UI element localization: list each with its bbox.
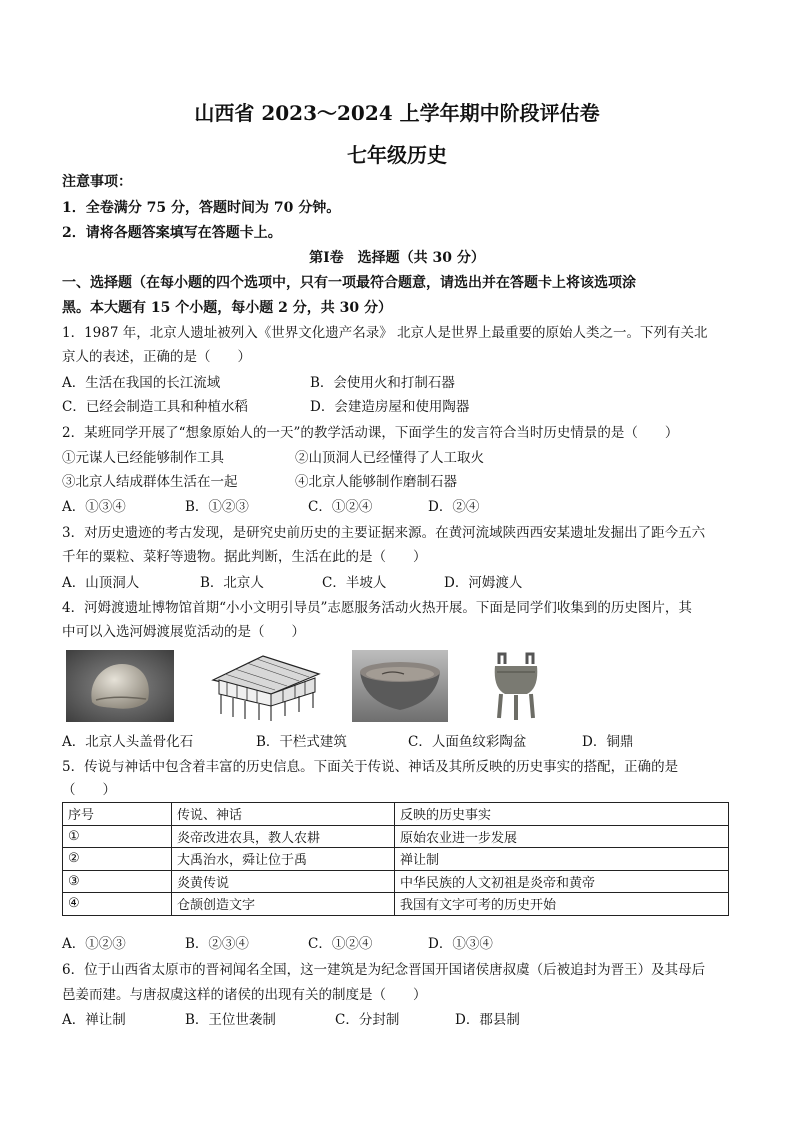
q6-stem: 6．位于山西省太原市的晋祠闻名全国，这一建筑是为纪念晋国开国诸侯唐叔虞（后被追封为晋王）及其母后 <box>62 962 706 978</box>
q6-stem: 邑姜而建。与唐叔虞这样的诸侯的出现有关的制度是（ ） <box>62 987 427 1003</box>
q5-option-d: D．①③④ <box>428 936 493 952</box>
q1-stem: 1．1987 年，北京人遗址被列入《世界文化遗产名录》 北京人是世界上最重要的原始人类之一。下列有关北 <box>62 325 708 341</box>
table-cell: ② <box>63 848 172 871</box>
q3-option-b: B．北京人 <box>200 575 264 591</box>
stilt-house-image <box>205 650 325 722</box>
q3-option-c: C．半坡人 <box>322 575 387 591</box>
section-instruction: 黑。本大题有 15 个小题，每小题 2 分，共 30 分） <box>62 300 392 316</box>
q3-option-a: A．山顶洞人 <box>62 575 140 591</box>
note-item: 1．全卷满分 75 分，答题时间为 70 分钟。 <box>62 200 341 216</box>
q5-option-a: A．①②③ <box>62 936 126 952</box>
q5-blank: （ ） <box>62 782 116 798</box>
table-cell: 炎帝改进农具，教人农耕 <box>172 825 395 848</box>
q5-table <box>62 802 729 916</box>
table-cell: 炎黄传说 <box>172 870 395 893</box>
q4-option-b: B．干栏式建筑 <box>256 734 347 750</box>
note-item: 2．请将各题答案填写在答题卡上。 <box>62 225 282 241</box>
notes-heading: 注意事项： <box>62 174 132 190</box>
section-title: 第Ⅰ卷 选择题（共 30 分） <box>309 250 485 266</box>
q3-stem: 千年的粟粒、菜籽等遗物。据此判断，生活在此的是（ ） <box>62 549 427 565</box>
q2-statement: ②山顶洞人已经懂得了人工取火 <box>295 450 484 466</box>
table-cell: 原始农业进一步发展 <box>395 825 729 848</box>
pottery-basin-image <box>352 650 448 722</box>
table-cell: 中华民族的人文初祖是炎帝和黄帝 <box>395 870 729 893</box>
table-cell: ① <box>63 825 172 848</box>
table-cell: 禅让制 <box>395 848 729 871</box>
section-instruction: 一、选择题（在每小题的四个选项中，只有一项最符合题意，请选出并在答题卡上将该选项涂 <box>62 275 636 291</box>
table-row <box>63 848 729 871</box>
q3-option-d: D．河姆渡人 <box>444 575 523 591</box>
q4-option-c: C．人面鱼纹彩陶盆 <box>408 734 527 750</box>
q2-statement: ③北京人结成群体生活在一起 <box>62 474 238 490</box>
table-cell: ③ <box>63 870 172 893</box>
skull-fossil-image <box>66 650 174 722</box>
q1-stem: 京人的表述，正确的是（ ） <box>62 349 251 365</box>
q2-statement: ④北京人能够制作磨制石器 <box>295 474 457 490</box>
q2-stem: 2．某班同学开展了“想象原始人的一天”的教学活动课，下面学生的发言符合当时历史情景的是（ ） <box>62 425 679 441</box>
table-row <box>63 893 729 916</box>
q2-option-b: B．①②③ <box>185 499 249 515</box>
exam-title: 山西省 2023～2024 上学年期中阶段评估卷 <box>194 101 600 125</box>
q4-stem: 中可以入选河姆渡展览活动的是（ ） <box>62 624 305 640</box>
q1-option-a: A．生活在我国的长江流域 <box>62 375 221 391</box>
q2-statement: ①元谋人已经能够制作工具 <box>62 450 224 466</box>
table-header: 反映的历史事实 <box>395 803 729 826</box>
table-row <box>63 825 729 848</box>
q5-stem: 5．传说与神话中包含着丰富的历史信息。下面关于传说、神话及其所反映的历史事实的搭配，正确的是 <box>62 759 679 775</box>
table-header-row <box>63 803 729 826</box>
q4-option-d: D．铜鼎 <box>582 734 634 750</box>
q4-stem: 4．河姆渡遗址博物馆首期“小小文明引导员”志愿服务活动火热开展。下面是同学们收集到的历史图片，其 <box>62 600 692 616</box>
table-cell: 大禹治水，舜让位于禹 <box>172 848 395 871</box>
q2-option-a: A．①③④ <box>62 499 126 515</box>
q1-option-d: D．会建造房屋和使用陶器 <box>310 399 470 415</box>
exam-subtitle: 七年级历史 <box>347 143 447 167</box>
q6-option-c: C．分封制 <box>335 1012 400 1028</box>
table-cell: ④ <box>63 893 172 916</box>
q2-option-c: C．①②④ <box>308 499 373 515</box>
table-header: 传说、神话 <box>172 803 395 826</box>
q6-option-b: B．王位世袭制 <box>185 1012 276 1028</box>
q5-option-b: B．②③④ <box>185 936 249 952</box>
table-row <box>63 870 729 893</box>
bronze-ding-image <box>487 650 545 722</box>
q6-option-a: A．禅让制 <box>62 1012 126 1028</box>
table-cell: 仓颉创造文字 <box>172 893 395 916</box>
table-header: 序号 <box>63 803 172 826</box>
q3-stem: 3．对历史遗迹的考古发现，是研究史前历史的主要证据来源。在黄河流域陕西西安某遗址发掘出了距今五六 <box>62 525 706 541</box>
table-cell: 我国有文字可考的历史开始 <box>395 893 729 916</box>
q2-option-d: D．②④ <box>428 499 480 515</box>
q6-option-d: D．郡县制 <box>455 1012 520 1028</box>
q1-option-c: C．已经会制造工具和种植水稻 <box>62 399 248 415</box>
q1-option-b: B．会使用火和打制石器 <box>310 375 455 391</box>
q5-option-c: C．①②④ <box>308 936 373 952</box>
q4-option-a: A．北京人头盖骨化石 <box>62 734 194 750</box>
